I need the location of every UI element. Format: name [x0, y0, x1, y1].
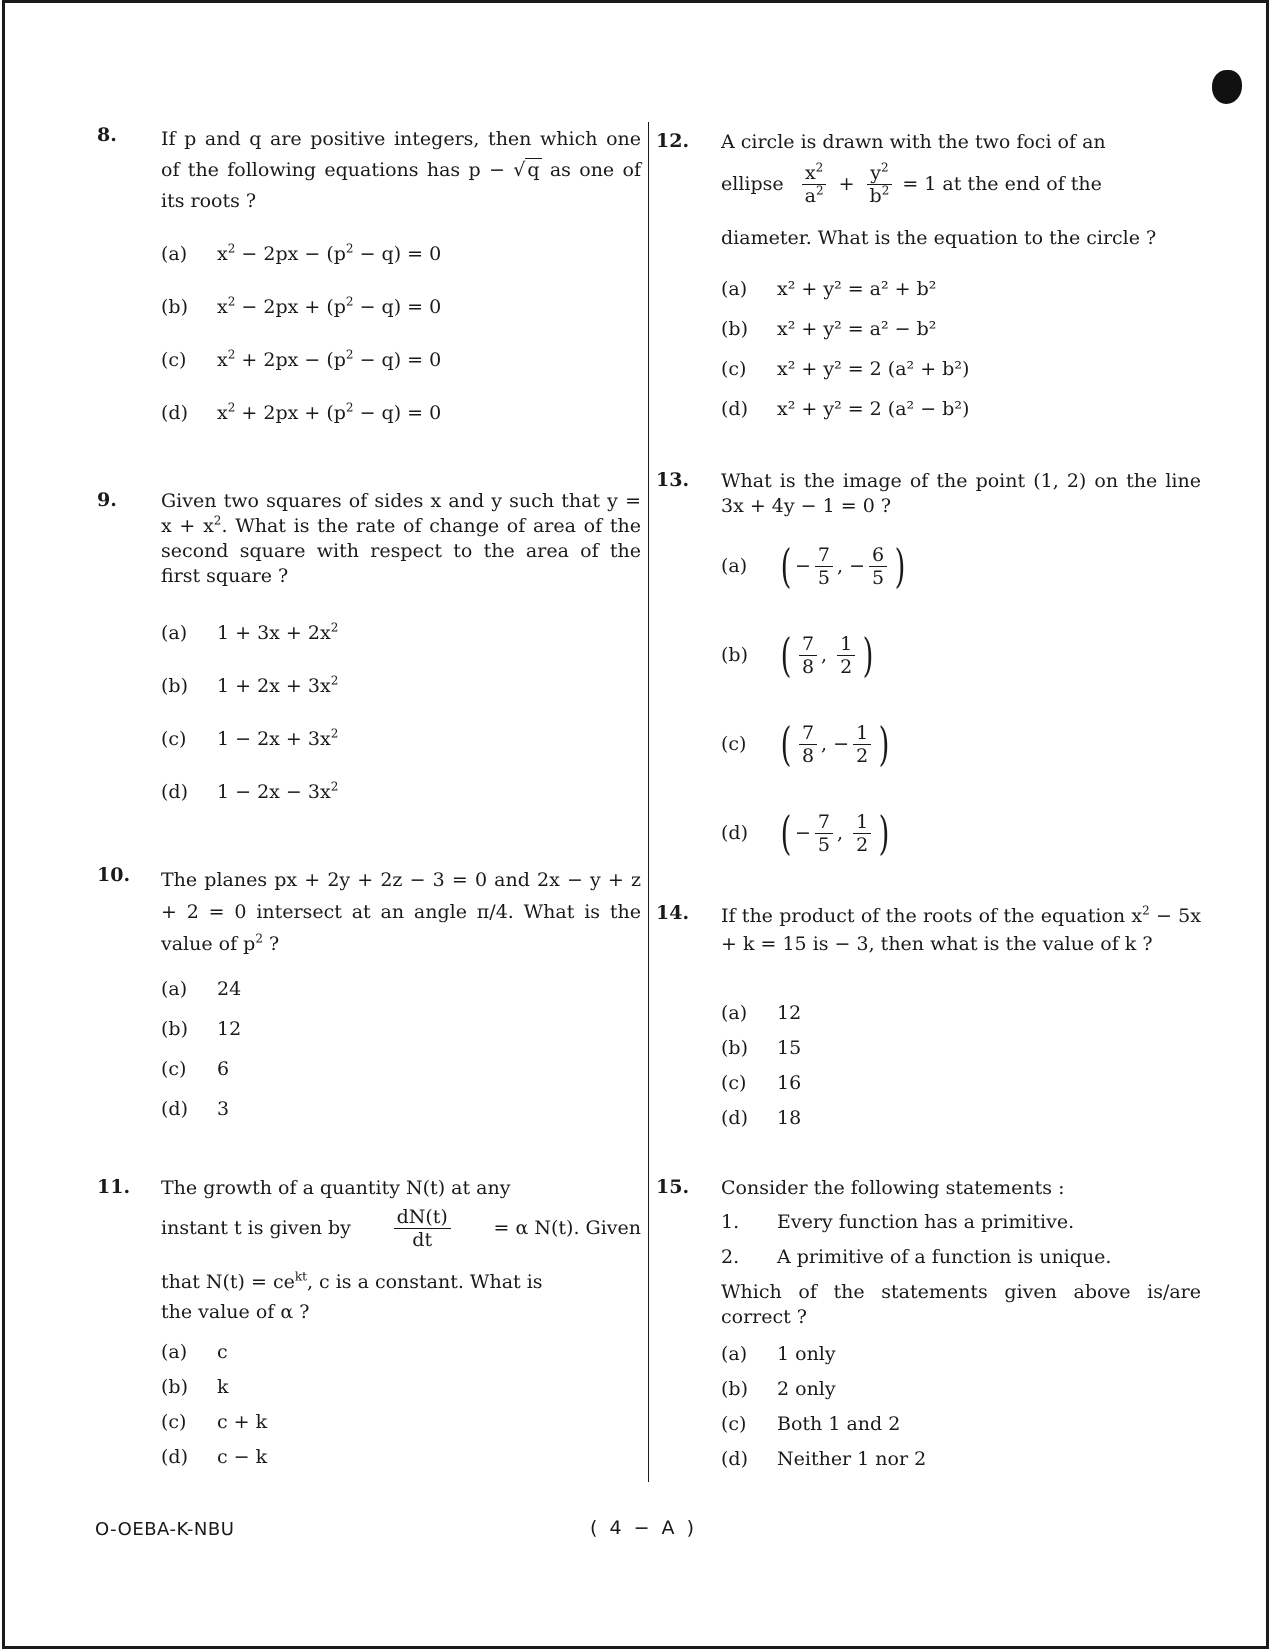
q10-option-b[interactable] — [161, 1018, 241, 1040]
option-value: $1 - 2x - 3x^2$ — [217, 779, 339, 803]
question-11-line-4: the value of α ? — [161, 1301, 310, 1323]
option-label: (a) — [721, 1002, 748, 1024]
q8-option-d[interactable] — [161, 402, 441, 424]
option-label: (b) — [721, 1037, 748, 1059]
option-label: (b) — [721, 644, 748, 666]
option-value: ( − $\frac{7}{5}$ , $\frac{1}{2}$ ) — [780, 806, 890, 860]
option-label: (d) — [721, 398, 748, 420]
q9-option-d[interactable] — [161, 781, 338, 803]
option-value: 24 — [217, 978, 242, 1000]
option-label: (b) — [161, 1018, 188, 1040]
option-label: (c) — [721, 733, 747, 755]
option-value: 12 — [777, 1002, 802, 1024]
q11-option-c[interactable] — [161, 1411, 267, 1433]
q15-statement-2: 2. A primitive of a function is unique. — [721, 1246, 1112, 1268]
q12-option-b[interactable] — [721, 318, 936, 340]
question-10-number: 10. — [97, 864, 131, 886]
question-12-line-3: diameter. What is the equation to the circle ? — [721, 227, 1157, 249]
option-label: (d) — [721, 1107, 748, 1129]
question-9-text: Given two squares of sides x and y such that $y = x + x^2$. What is the rate of change of area of the second square with respect to the area of the first square ? — [161, 490, 641, 587]
q10-option-a[interactable] — [161, 978, 241, 1000]
option-label: (a) — [721, 1343, 748, 1365]
q15-option-c[interactable] — [721, 1413, 900, 1435]
question-12-number: 12. — [656, 130, 690, 152]
option-value: ( $\frac{7}{8}$ , − $\frac{1}{2}$ ) — [780, 717, 890, 771]
option-value: $x^2 - 2px + (p^2 - q) = 0$ — [217, 294, 442, 318]
option-value: 2 only — [777, 1378, 836, 1400]
q12-option-c[interactable] — [721, 358, 969, 380]
option-label: (d) — [161, 1446, 188, 1468]
option-value: 12 — [217, 1018, 242, 1040]
q12-option-a[interactable] — [721, 278, 936, 300]
q8-option-a[interactable] — [161, 243, 441, 265]
question-11-line-2: instant t is given by $\frac{dN(t)}{dt}$ = α N(t). Given — [161, 1206, 641, 1251]
question-9-number: 9. — [97, 489, 117, 511]
option-label: (d) — [161, 402, 188, 424]
option-label: (b) — [721, 318, 748, 340]
option-value: $x^2 - 2px - (p^2 - q) = 0$ — [217, 241, 442, 265]
question-8-text — [161, 124, 641, 217]
option-label: (d) — [721, 1448, 748, 1470]
option-label: (b) — [161, 296, 188, 318]
question-15-text: Consider the following statements : — [721, 1177, 1065, 1199]
option-label: (c) — [721, 1072, 747, 1094]
page-number: ( 4 − A ) — [590, 1517, 697, 1539]
booklet-code: O-OEBA-K-NBU — [95, 1519, 235, 1540]
option-value: 6 — [217, 1058, 230, 1080]
question-12-line-2: ellipse $\frac{x^2}{a^2}$ + $\frac{y^2}{b^2}$ = 1 at the end of the — [721, 160, 1102, 207]
option-value: x² + y² = 2 (a² − b²) — [777, 398, 970, 420]
option-label: (d) — [161, 1098, 188, 1120]
option-value: $x^2 + 2px + (p^2 - q) = 0$ — [217, 400, 442, 424]
derivative-fraction: $\frac{dN(t)}{dt}$ — [394, 1206, 451, 1251]
option-value: 1 only — [777, 1343, 836, 1365]
q13-option-d[interactable] — [721, 806, 893, 860]
question-11-line-1: The growth of a quantity N(t) at any — [161, 1177, 511, 1199]
q11-option-d[interactable] — [161, 1446, 267, 1468]
option-value: c — [217, 1341, 228, 1363]
q15-option-b[interactable] — [721, 1378, 836, 1400]
option-label: (c) — [161, 1411, 187, 1433]
option-label: (a) — [721, 278, 748, 300]
q9-option-a[interactable] — [161, 622, 338, 644]
option-label: (a) — [161, 243, 188, 265]
option-label: (c) — [161, 1058, 187, 1080]
q14-option-a[interactable] — [721, 1002, 801, 1024]
option-label: (b) — [721, 1378, 748, 1400]
q10-option-d[interactable] — [161, 1098, 229, 1120]
option-label: (a) — [721, 555, 748, 577]
option-value: ( − $\frac{7}{5}$ , − $\frac{6}{5}$ ) — [780, 539, 906, 593]
option-value: 3 — [217, 1098, 230, 1120]
x-over-a-fraction: $\frac{x^2}{a^2}$ — [802, 162, 827, 207]
q8-sqrt-radicand: q — [527, 159, 540, 181]
q8-text-post: as one of its roots ? — [161, 159, 641, 212]
question-8-number: 8. — [97, 124, 117, 146]
option-value: $1 + 3x + 2x^2$ — [217, 620, 339, 644]
option-value: 15 — [777, 1037, 802, 1059]
option-label: (c) — [161, 728, 187, 750]
q11-option-a[interactable] — [161, 1341, 228, 1363]
option-value: x² + y² = 2 (a² + b²) — [777, 358, 970, 380]
q8-option-c[interactable] — [161, 349, 441, 371]
q12-option-d[interactable] — [721, 398, 969, 420]
option-label: (d) — [721, 822, 748, 844]
question-15-prompt: Which of the statements given above is/are correct ? — [721, 1281, 1201, 1328]
q13-option-b[interactable] — [721, 628, 877, 682]
question-13-text: What is the image of the point (1, 2) on the line 3x + 4y − 1 = 0 ? — [721, 470, 1201, 517]
option-label: (c) — [721, 1413, 747, 1435]
option-label: (d) — [161, 781, 188, 803]
option-value: $x^2 + 2px - (p^2 - q) = 0$ — [217, 347, 442, 371]
q14-option-d[interactable] — [721, 1107, 801, 1129]
option-label: (a) — [161, 978, 188, 1000]
option-value: c − k — [217, 1446, 268, 1468]
option-value: Both 1 and 2 — [777, 1413, 901, 1435]
question-12-line-1: A circle is drawn with the two foci of an — [721, 131, 1106, 153]
option-label: (a) — [161, 622, 188, 644]
option-value: ( $\frac{7}{8}$ , $\frac{1}{2}$ ) — [780, 628, 874, 682]
option-value: $1 - 2x + 3x^2$ — [217, 726, 339, 750]
q9-option-c[interactable] — [161, 728, 338, 750]
q15-option-d[interactable] — [721, 1448, 926, 1470]
option-label: (c) — [721, 358, 747, 380]
option-value: 18 — [777, 1107, 802, 1129]
q15-option-a[interactable] — [721, 1343, 836, 1365]
option-value: Neither 1 nor 2 — [777, 1448, 927, 1470]
question-11-number: 11. — [97, 1176, 131, 1198]
sqrt-symbol: √ — [513, 159, 526, 181]
y-over-b-fraction: $\frac{y^2}{b^2}$ — [867, 162, 893, 207]
option-value: x² + y² = a² − b² — [777, 318, 937, 340]
option-value: x² + y² = a² + b² — [777, 278, 937, 300]
column-divider — [648, 122, 649, 1482]
q10-option-c[interactable] — [161, 1058, 229, 1080]
q13-option-c[interactable] — [721, 717, 893, 771]
option-value: 16 — [777, 1072, 802, 1094]
q9-option-b[interactable] — [161, 675, 338, 697]
option-label: (a) — [161, 1341, 188, 1363]
q11-option-b[interactable] — [161, 1376, 229, 1398]
option-label: (b) — [161, 1376, 188, 1398]
question-10-text: The planes px + 2y + 2z − 3 = 0 and 2x − y + z + 2 = 0 intersect at an angle π/4. What is the value of $p^2$ ? — [161, 869, 641, 955]
q8-text-pre: If p and q are positive integers, then which one of the following equations has p − — [161, 128, 641, 181]
question-14-text: If the product of the roots of the equation $x^2 - 5x + k = 15$ is − 3, then what is the value of k ? — [721, 903, 1201, 955]
question-14-number: 14. — [656, 902, 690, 924]
q14-option-b[interactable] — [721, 1037, 801, 1059]
question-15-number: 15. — [656, 1176, 690, 1198]
q8-option-b[interactable] — [161, 296, 441, 318]
q14-option-c[interactable] — [721, 1072, 801, 1094]
question-11-line-3: that $N(t) = ce^{kt}$, c is a constant. What is — [161, 1269, 543, 1293]
question-13-number: 13. — [656, 469, 690, 491]
option-value: k — [217, 1376, 229, 1398]
option-label: (b) — [161, 675, 188, 697]
q15-statement-1: 1. Every function has a primitive. — [721, 1211, 1075, 1233]
option-label: (c) — [161, 349, 187, 371]
option-value: c + k — [217, 1411, 268, 1433]
q13-option-a[interactable] — [721, 539, 909, 593]
option-value: $1 + 2x + 3x^2$ — [217, 673, 339, 697]
